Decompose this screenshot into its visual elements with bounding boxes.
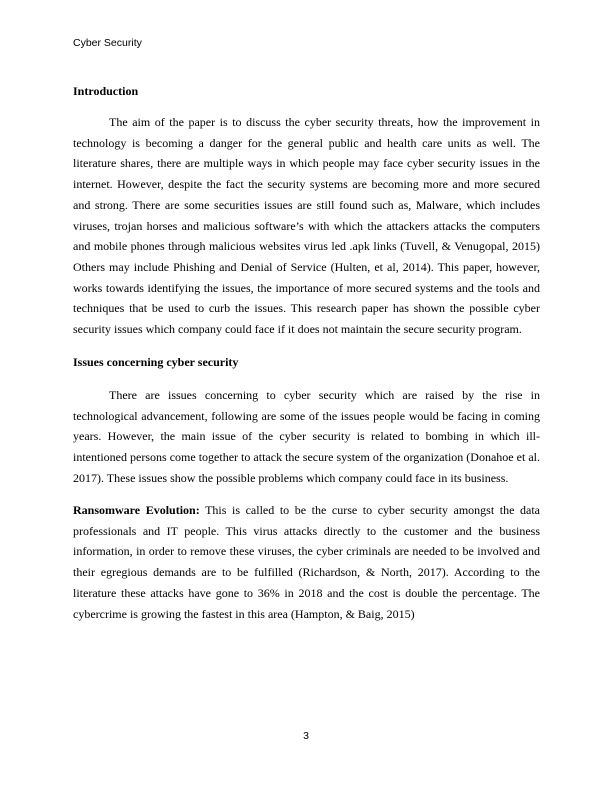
ransomware-paragraph [73,500,540,624]
ransomware-label: Ransomware Evolution: [73,503,200,517]
ransomware-text: This is called to be the curse to cyber security amongst the data professionals and IT people. This virus attacks directly to the customer and the business information, in order to remove these viruses, the cyber criminals are needed to be involved and their egregious demands are to be fulfilled (Richardson, & North, 2017). According to the literature these attacks have gone to 36% in 2018 and the cost is double the percentage. The cybercrime is growing the fastest in this area (Hampton, & Baig, 2015) [73,503,541,621]
running-head: Cyber Security [73,37,142,49]
page-number: 3 [303,730,309,742]
issues-heading: Issues concerning cyber security [73,355,239,369]
introduction-paragraph: The aim of the paper is to discuss the cyber security threats, how the improvement in technology is becoming a danger for the general public and health care units as well. The literature shares, there are multiple ways in which people may face cyber security issues in the internet. However, despite the fact the security systems are becoming more and more secured and strong. There are some securities issues are still found such as, Malware, which includes viruses, trojan horses and malicious software’s with which the attackers attacks the computers and mobile phones through malicious websites virus led .apk links (Tuvell, & Venugopal, 2015) Others may include Phishing and Denial of Service (Hulten, et al, 2014). This paper, however, works towards identifying the issues, the importance of more secured systems and the tools and techniques that be used to curb the issues. This research paper has shown the possible cyber security issues which company could face if it does not maintain the secure security program. [73,115,540,337]
issues-paragraph: There are issues concerning to cyber security which are raised by the rise in technological advancement, following are some of the issues people would be facing in coming years. However, the main issue of the cyber security is related to bombing in which ill-intentioned persons come together to attack the secure system of the organization (Donahoe et al. 2017). These issues show the possible problems which company could face in its business. [73,388,540,485]
introduction-heading: Introduction [73,84,139,98]
